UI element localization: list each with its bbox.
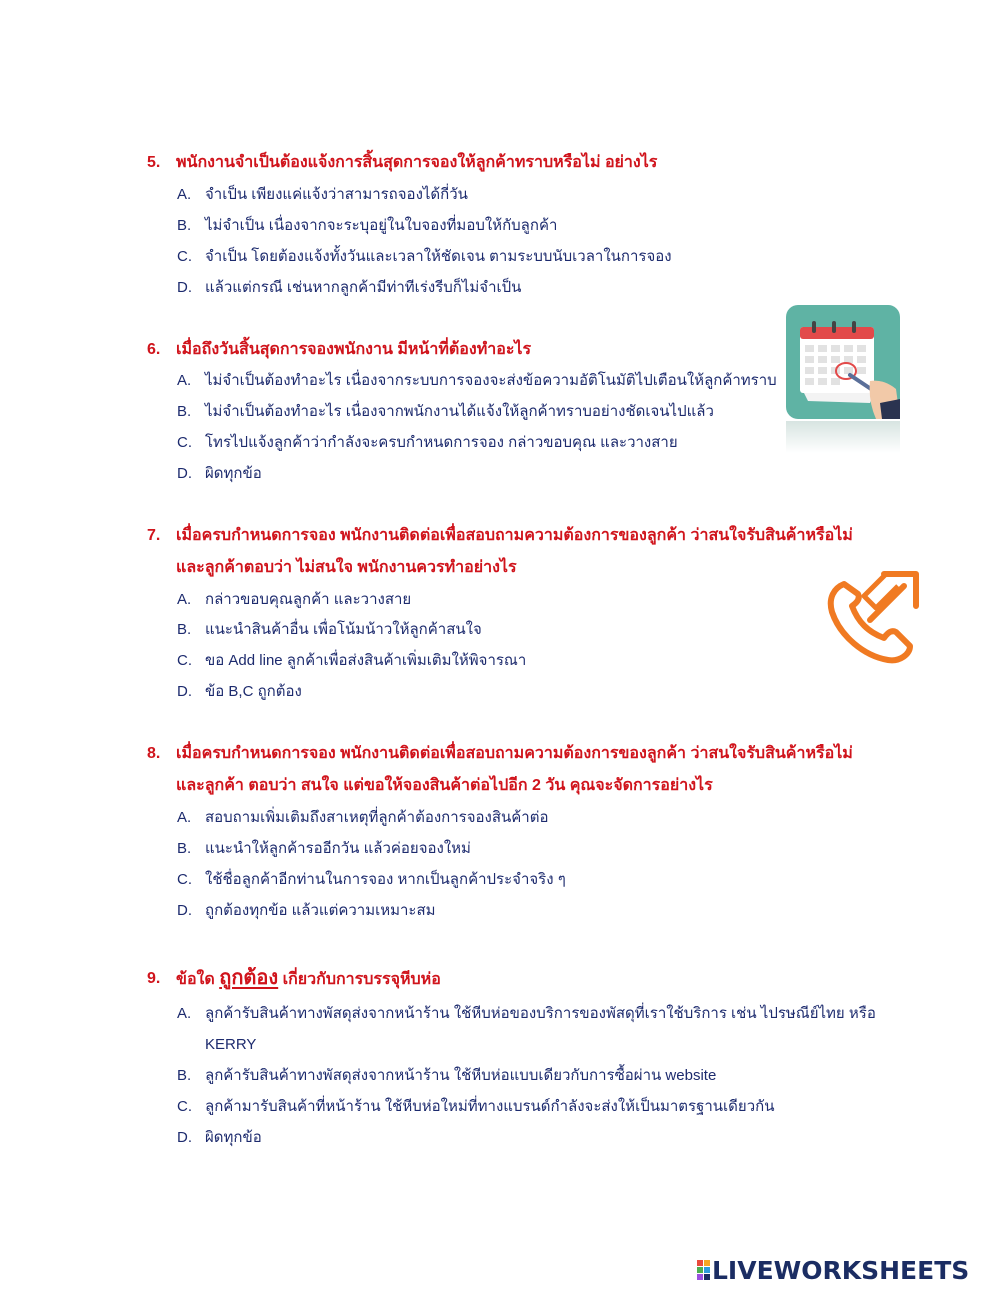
option-c[interactable] xyxy=(177,247,672,267)
option-letter: B. xyxy=(177,403,192,420)
option-d[interactable] xyxy=(177,1128,262,1148)
option-d[interactable] xyxy=(177,901,436,921)
option-letter: B. xyxy=(177,621,192,638)
question-number: 8. xyxy=(147,745,161,762)
option-text: ลูกค้ารับสินค้าทางพัสดุส่งจากหน้าร้าน ใช้หีบห่อแบบเดียวกับการซื้อผ่าน website xyxy=(205,1067,717,1084)
option-text: แนะนำสินค้าอื่น เพื่อโน้มน้าวให้ลูกค้าสนใจ xyxy=(205,621,482,638)
option-d[interactable] xyxy=(177,682,302,702)
option-letter: D. xyxy=(177,902,192,919)
option-a-continuation: KERRY xyxy=(205,1036,257,1053)
option-text: สอบถามเพิ่มเติมถึงสาเหตุที่ลูกค้าต้องการจองสินค้าต่อ xyxy=(205,809,549,826)
option-text: แนะนำให้ลูกค้ารออีกวัน แล้วค่อยจองใหม่ xyxy=(205,840,471,857)
option-a[interactable] xyxy=(177,185,468,205)
option-a[interactable] xyxy=(177,590,411,610)
option-text: กล่าวขอบคุณลูกค้า และวางสาย xyxy=(205,591,412,608)
option-text: ผิดทุกข้อ xyxy=(205,465,262,482)
option-letter: A. xyxy=(177,186,192,203)
option-text: ไม่จำเป็น เนื่องจากจะระบุอยู่ในใบจองที่มอบให้กับลูกค้า xyxy=(205,217,558,234)
question-text-line2: และลูกค้า ตอบว่า สนใจ แต่ขอให้จองสินค้าต่อไปอีก 2 วัน คุณจะจัดการอย่างไร xyxy=(176,777,713,794)
option-text: ข้อ B,C ถูกต้อง xyxy=(205,683,302,700)
question-prefix: ข้อใด xyxy=(176,971,220,988)
option-c[interactable] xyxy=(177,1097,774,1117)
option-b[interactable] xyxy=(177,216,557,236)
option-letter: A. xyxy=(177,591,192,608)
option-b[interactable] xyxy=(177,1066,716,1086)
option-letter: C. xyxy=(177,434,192,451)
calendar-icon xyxy=(784,303,904,455)
question-text-line2: และลูกค้าตอบว่า ไม่สนใจ พนักงานควรทำอย่างไร xyxy=(176,559,517,576)
option-text: ผิดทุกข้อ xyxy=(205,1129,262,1146)
option-d[interactable] xyxy=(177,464,262,484)
option-a[interactable] xyxy=(177,371,777,391)
option-b[interactable] xyxy=(177,839,471,859)
option-letter: D. xyxy=(177,465,192,482)
option-text: ลูกค้ารับสินค้าทางพัสดุส่งจากหน้าร้าน ใช้หีบห่อของบริการของพัสดุที่เราใช้บริการ เช่น ไปรษณีย์ไทย หรือ xyxy=(205,1005,876,1022)
option-text: จำเป็น เพียงแค่แจ้งว่าสามารถจองได้กี่วัน xyxy=(205,186,468,203)
option-letter: C. xyxy=(177,248,192,265)
logo-blocks-icon xyxy=(697,1260,710,1280)
question-text: เมื่อครบกำหนดการจอง พนักงานติดต่อเพื่อสอบถามความต้องการของลูกค้า ว่าสนใจรับสินค้าหรือไม่ xyxy=(176,745,853,762)
option-letter: C. xyxy=(177,1098,192,1115)
option-letter: A. xyxy=(177,809,192,826)
option-text: จำเป็น โดยต้องแจ้งทั้งวันและเวลาให้ชัดเจน ตามระบบนับเวลาในการจอง xyxy=(205,248,672,265)
question-emphasis: ถูกต้อง xyxy=(219,967,279,989)
option-letter: D. xyxy=(177,279,192,296)
question-text: เมื่อครบกำหนดการจอง พนักงานติดต่อเพื่อสอบถามความต้องการของลูกค้า ว่าสนใจรับสินค้าหรือไม่ xyxy=(176,527,853,544)
option-b[interactable] xyxy=(177,620,482,640)
option-text: ถูกต้องทุกข้อ แล้วแต่ความเหมาะสม xyxy=(205,902,436,919)
option-letter: D. xyxy=(177,683,192,700)
option-d[interactable] xyxy=(177,278,521,298)
option-b[interactable] xyxy=(177,402,714,422)
liveworksheets-logo[interactable] xyxy=(697,1256,969,1284)
question-number: 5. xyxy=(147,154,161,171)
option-c[interactable] xyxy=(177,433,678,453)
option-letter: C. xyxy=(177,652,192,669)
option-c[interactable] xyxy=(177,870,566,890)
question-suffix: เกี่ยวกับการบรรจุหีบห่อ xyxy=(278,971,441,988)
option-letter: B. xyxy=(177,1067,192,1084)
question-text xyxy=(176,966,441,992)
option-letter: A. xyxy=(177,372,192,389)
option-letter: A. xyxy=(177,1005,192,1022)
logo-text: LIVEWORKSHEETS xyxy=(712,1255,970,1285)
option-text: โทรไปแจ้งลูกค้าว่ากำลังจะครบกำหนดการจอง กล่าวขอบคุณ และวางสาย xyxy=(205,434,678,451)
option-letter: D. xyxy=(177,1129,192,1146)
option-letter: C. xyxy=(177,871,192,888)
question-number: 6. xyxy=(147,341,161,358)
option-text: ขอ Add line ลูกค้าเพื่อส่งสินค้าเพิ่มเติมให้พิจารณา xyxy=(205,652,527,669)
option-text: แล้วแต่กรณี เช่นหากลูกค้ามีท่าทีเร่งรีบก็ไม่จำเป็น xyxy=(205,279,522,296)
option-text: ไม่จำเป็นต้องทำอะไร เนื่องจากระบบการจองจะส่งข้อความอัติโนมัติไปเตือนให้ลูกค้าทราบ xyxy=(205,372,777,389)
question-number: 9. xyxy=(147,970,161,987)
question-text: พนักงานจำเป็นต้องแจ้งการสิ้นสุดการจองให้ลูกค้าทราบหรือไม่ อย่างไร xyxy=(176,154,658,171)
option-text: ลูกค้ามารับสินค้าที่หน้าร้าน ใช้หีบห่อใหม่ที่ทางแบรนด์กำลังจะส่งให้เป็นมาตรฐานเดียวกัน xyxy=(205,1098,775,1115)
option-text: ไม่จำเป็นต้องทำอะไร เนื่องจากพนักงานได้แจ้งให้ลูกค้าทราบอย่างชัดเจนไปแล้ว xyxy=(205,403,714,420)
option-a[interactable] xyxy=(177,808,548,828)
phone-callback-icon xyxy=(824,568,922,664)
option-c[interactable] xyxy=(177,651,526,671)
option-a[interactable] xyxy=(177,1004,876,1024)
option-text: ใช้ชื่อลูกค้าอีกท่านในการจอง หากเป็นลูกค้าประจำจริง ๆ xyxy=(205,871,566,888)
question-text: เมื่อถึงวันสิ้นสุดการจองพนักงาน มีหน้าที่ต้องทำอะไร xyxy=(176,341,532,358)
question-number: 7. xyxy=(147,527,161,544)
option-letter: B. xyxy=(177,840,192,857)
option-letter: B. xyxy=(177,217,192,234)
